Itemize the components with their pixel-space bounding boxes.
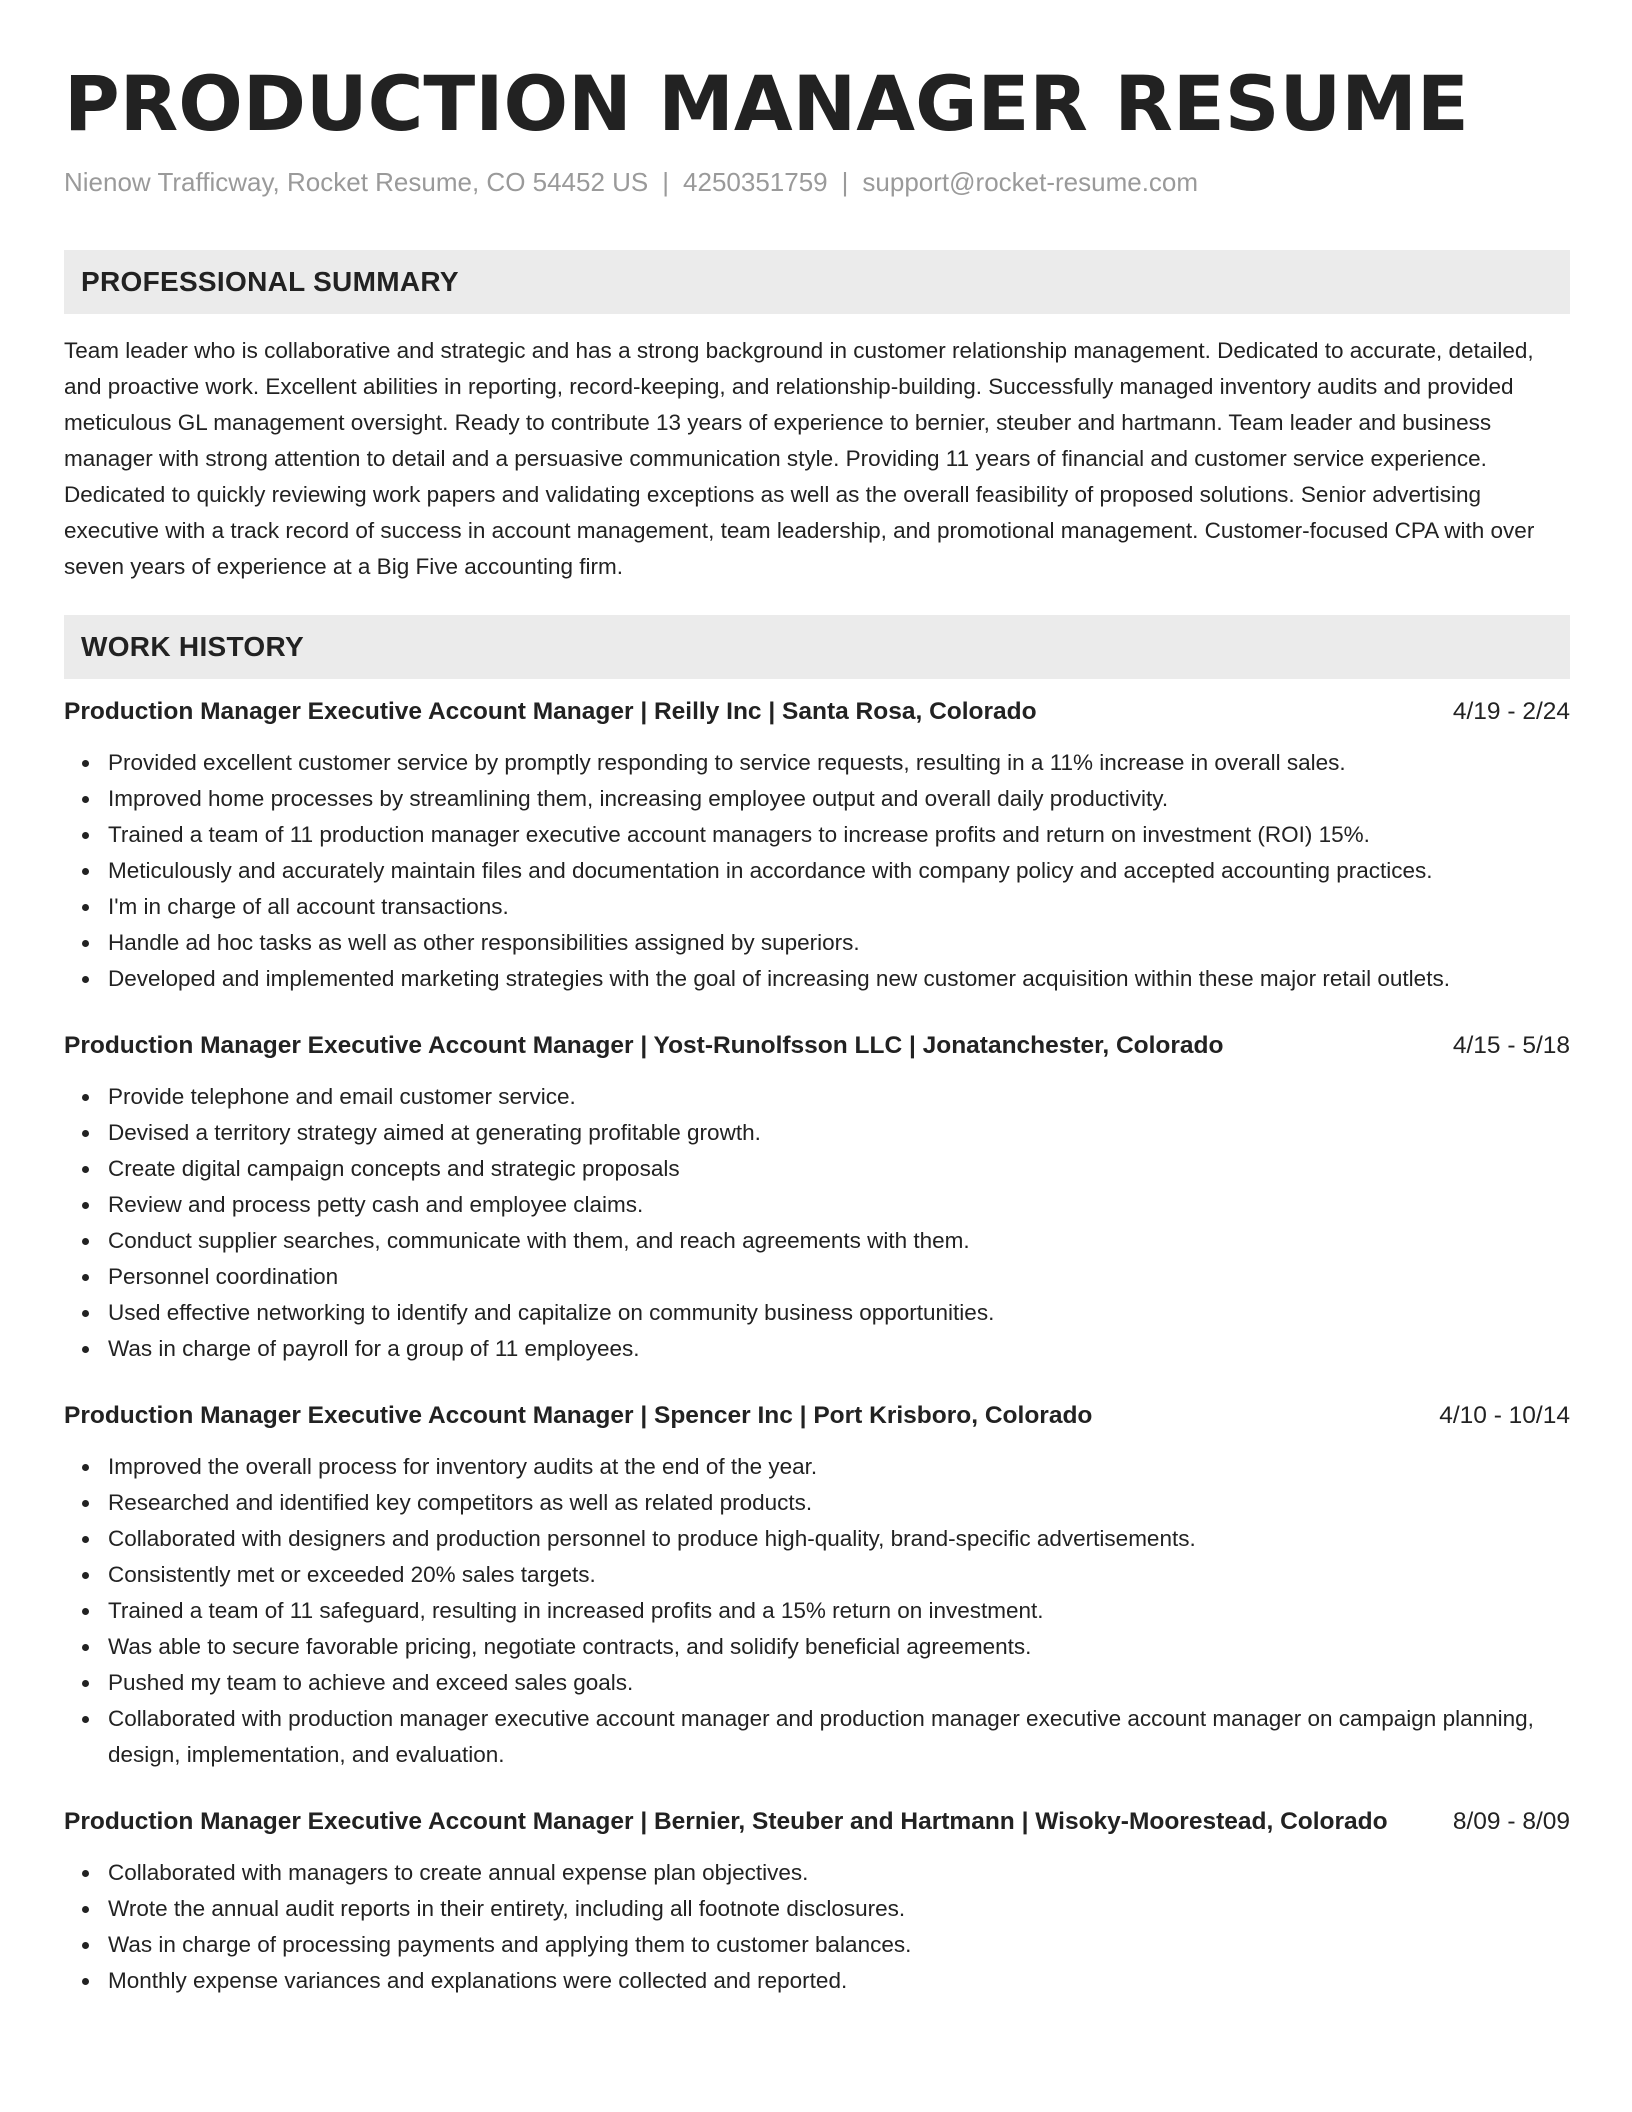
resume-title: PRODUCTION MANAGER RESUME — [64, 59, 1469, 148]
job-bullet: Wrote the annual audit reports in their entirety, including all footnote disclosures. — [108, 1891, 1570, 1927]
job-bullets — [64, 745, 1570, 997]
job-bullet: Collaborated with designers and production personnel to produce high-quality, brand-specific advertisements. — [108, 1521, 1570, 1557]
job-bullet: Used effective networking to identify and capitalize on community business opportunities. — [108, 1295, 1570, 1331]
job-bullet: Trained a team of 11 safeguard, resulting in increased profits and a 15% return on investment. — [108, 1593, 1570, 1629]
job-bullet: Review and process petty cash and employee claims. — [108, 1187, 1570, 1223]
job-bullet: Pushed my team to achieve and exceed sales goals. — [108, 1665, 1570, 1701]
summary-text: Team leader who is collaborative and strategic and has a strong background in customer relationship management. Dedicated to accurate, detailed, and proactive work. Excellent abilities in reporting, record-keeping, and relationship-building. Successfully managed inventory audits and provided meticulous GL management oversight. Ready to contribute 13 years of experience to bernier, steuber and hartmann. Team leader and business manager with strong attention to detail and a persuasive communication style. Providing 11 years of financial and customer service experience. Dedicated to quickly reviewing work papers and validating exceptions as well as the overall feasibility of proposed solutions. Senior advertising executive with a track record of success in account management, team leadership, and promotional management. Customer-focused CPA with over seven years of experience at a Big Five accounting firm. — [64, 338, 1535, 579]
job-dates: 4/19 - 2/24 — [1452, 698, 1570, 725]
job-title: Production Manager Executive Account Manager | Reilly Inc | Santa Rosa, Colorado — [64, 698, 1037, 725]
job-bullet: Researched and identified key competitors as well as related products. — [108, 1485, 1570, 1521]
job-title: Production Manager Executive Account Manager | Bernier, Steuber and Hartmann | Wisoky-Moorestead, Colorado — [64, 1808, 1388, 1835]
job-entry — [64, 1029, 1570, 1367]
job-bullet: Conduct supplier searches, communicate with them, and reach agreements with them. — [108, 1223, 1570, 1259]
job-header — [64, 1029, 1570, 1063]
contact-phone: 4250351759 — [683, 167, 828, 197]
job-title: Production Manager Executive Account Manager | Spencer Inc | Port Krisboro, Colorado — [64, 1402, 1093, 1429]
job-bullet: Meticulously and accurately maintain files and documentation in accordance with company policy and accepted accounting practices. — [108, 853, 1570, 889]
job-bullet: Devised a territory strategy aimed at generating profitable growth. — [108, 1115, 1570, 1151]
job-bullet: Provide telephone and email customer service. — [108, 1079, 1570, 1115]
job-entry — [64, 1805, 1570, 1999]
contact-email: support@rocket-resume.com — [862, 167, 1199, 197]
contact-line — [64, 166, 1570, 198]
job-bullets — [64, 1079, 1570, 1367]
job-bullet: Trained a team of 11 production manager executive account managers to increase profits and return on investment (ROI) 15%. — [108, 817, 1570, 853]
job-bullet: Improved the overall process for inventory audits at the end of the year. — [108, 1449, 1570, 1485]
job-bullet: Was able to secure favorable pricing, negotiate contracts, and solidify beneficial agreements. — [108, 1629, 1570, 1665]
job-bullet: Create digital campaign concepts and strategic proposals — [108, 1151, 1570, 1187]
job-header — [64, 1399, 1570, 1433]
job-bullet: Personnel coordination — [108, 1259, 1570, 1295]
job-header — [64, 695, 1570, 729]
contact-separator: | — [662, 167, 670, 197]
job-bullets — [64, 1855, 1570, 1999]
job-bullet: Collaborated with managers to create annual expense plan objectives. — [108, 1855, 1570, 1891]
job-bullet: Consistently met or exceeded 20% sales targets. — [108, 1557, 1570, 1593]
job-dates: 4/15 - 5/18 — [1452, 1032, 1570, 1059]
contact-separator: | — [841, 167, 849, 197]
work-history-heading: WORK HISTORY — [64, 615, 1570, 679]
job-bullet: Handle ad hoc tasks as well as other responsibilities assigned by superiors. — [108, 925, 1570, 961]
job-bullet: Provided excellent customer service by promptly responding to service requests, resulting in a 11% increase in overall sales. — [108, 745, 1570, 781]
summary-heading: PROFESSIONAL SUMMARY — [64, 250, 1570, 314]
job-bullet: Collaborated with production manager executive account manager and production manager executive account manager on campaign planning, design, implementation, and evaluation. — [108, 1701, 1570, 1773]
job-bullet: Monthly expense variances and explanations were collected and reported. — [108, 1963, 1570, 1999]
job-bullet: Was in charge of processing payments and applying them to customer balances. — [108, 1927, 1570, 1963]
job-bullet: Improved home processes by streamlining them, increasing employee output and overall daily productivity. — [108, 781, 1570, 817]
job-bullet: Developed and implemented marketing strategies with the goal of increasing new customer acquisition within these major retail outlets. — [108, 961, 1570, 997]
job-bullets — [64, 1449, 1570, 1773]
job-bullet: Was in charge of payroll for a group of 11 employees. — [108, 1331, 1570, 1367]
job-entry — [64, 695, 1570, 997]
job-header — [64, 1805, 1570, 1839]
job-dates: 4/10 - 10/14 — [1439, 1402, 1570, 1429]
contact-address: Nienow Trafficway, Rocket Resume, CO 54452 US — [64, 167, 649, 197]
job-dates: 8/09 - 8/09 — [1452, 1808, 1570, 1835]
job-bullet: I'm in charge of all account transactions. — [108, 889, 1570, 925]
job-entry — [64, 1399, 1570, 1773]
job-title: Production Manager Executive Account Manager | Yost-Runolfsson LLC | Jonatanchester, Colorado — [64, 1032, 1224, 1059]
